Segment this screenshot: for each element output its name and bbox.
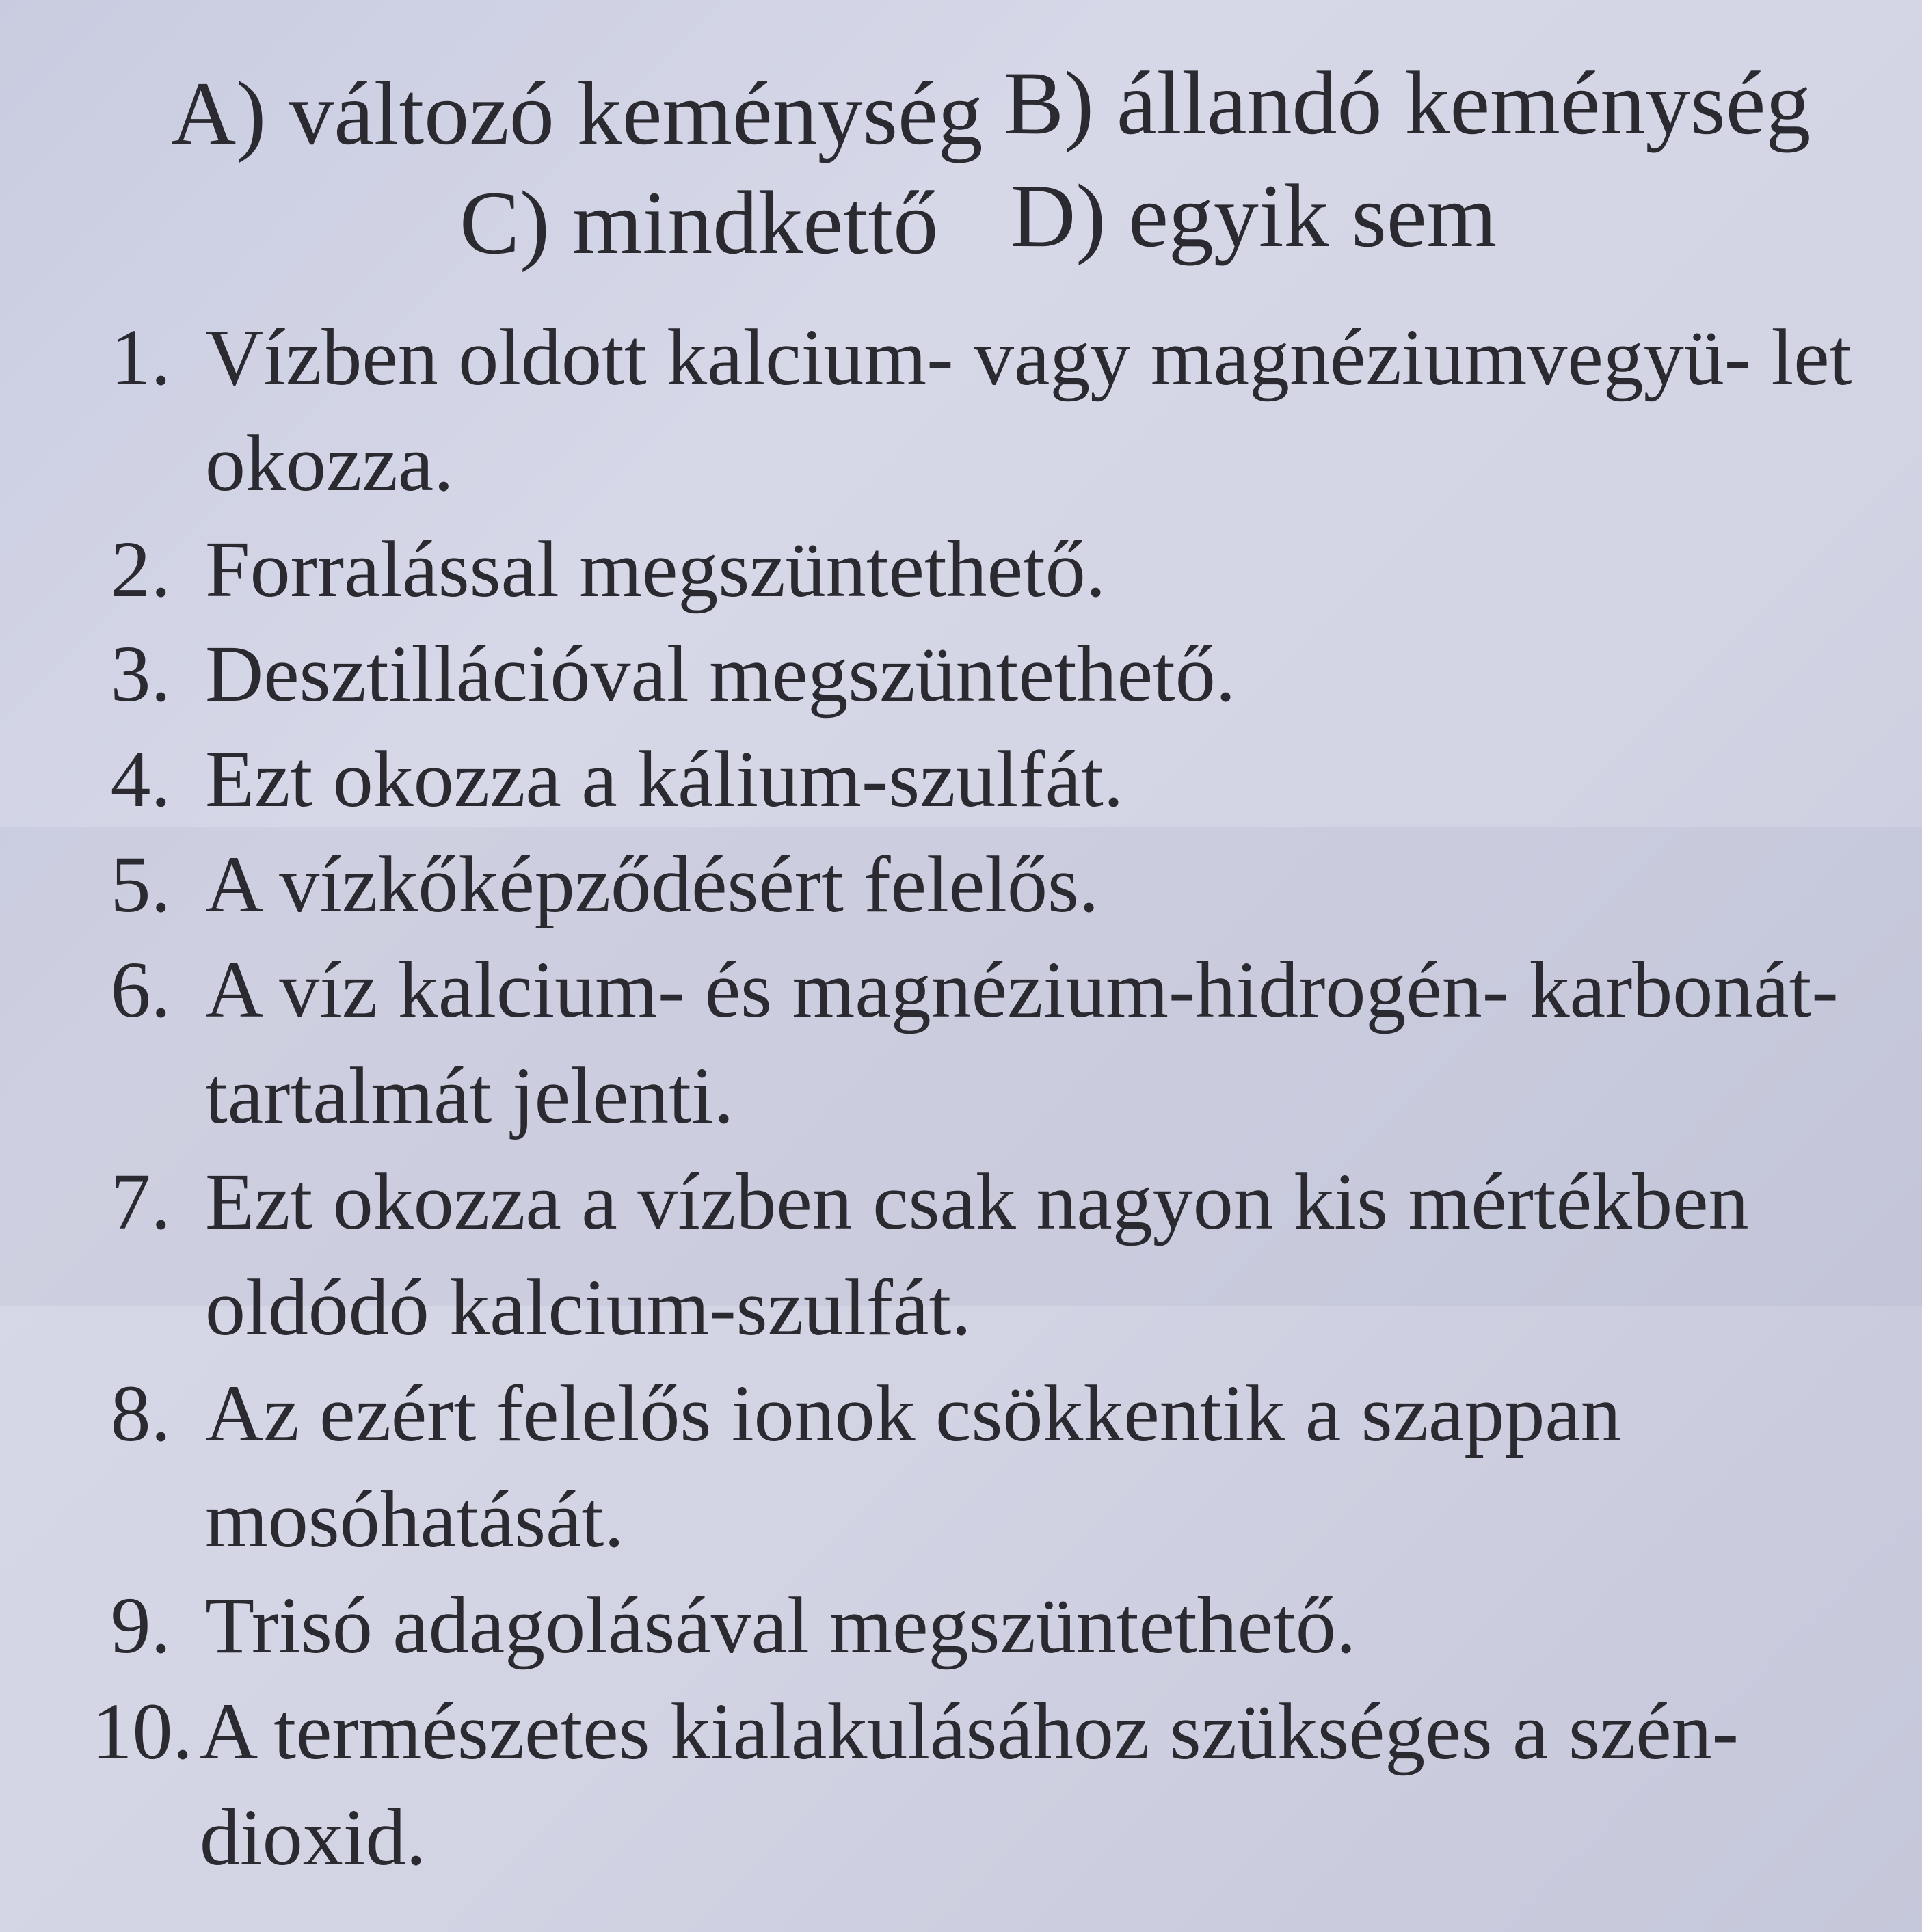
question-text: A víz kalcium- és magnézium-hidrogén- karbonát-tartalmát jelenti. <box>205 945 1839 1140</box>
question-text: Trisó adagolásával megszüntethető. <box>205 1581 1357 1670</box>
question-number: 5. <box>110 840 171 929</box>
question-number: 9. <box>110 1581 171 1670</box>
question-text: A vízkőképződésért felelős. <box>205 840 1099 929</box>
question-text: Az ezért felelős ionok csökkentik a szappan mosóhatását. <box>205 1369 1621 1564</box>
question-number: 4. <box>110 734 171 824</box>
option-a: A) változó keménység <box>171 63 983 163</box>
question-number: 3. <box>110 629 171 719</box>
option-c: C) mindkettő <box>459 172 939 273</box>
question-number: 2. <box>110 524 171 614</box>
question-text: Vízben oldott kalcium- vagy magnéziumvegyü- let okozza. <box>205 312 1852 508</box>
question-text: Desztillációval megszüntethető. <box>205 629 1236 719</box>
question-text: Forralással megszüntethető. <box>205 524 1106 614</box>
question-number: 7. <box>110 1157 171 1246</box>
question-number: 6. <box>110 945 171 1034</box>
option-d: D) egyik sem <box>1011 165 1497 266</box>
option-b: B) állandó keménység <box>1004 53 1811 153</box>
question-text: Ezt okozza a kálium-szulfát. <box>205 734 1124 824</box>
question-number: 1. <box>110 312 171 402</box>
question-number: 10. <box>92 1687 193 1776</box>
question-text: Ezt okozza a vízben csak nagyon kis mértékben oldódó kalcium-szulfát. <box>205 1157 1749 1352</box>
question-text: A természetes kialakulásához szükséges a szén- dioxid. <box>200 1687 1739 1882</box>
question-number: 8. <box>110 1369 171 1458</box>
